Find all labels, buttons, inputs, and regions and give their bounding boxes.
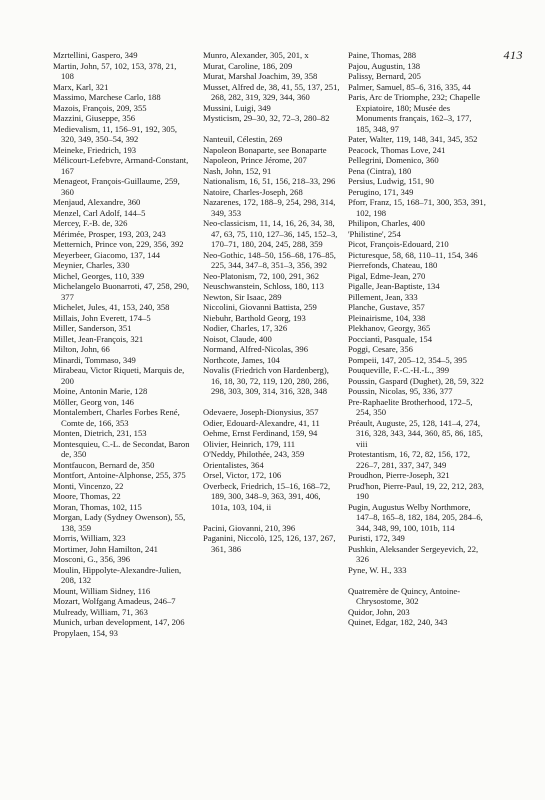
index-entry: Mercey, F.-B. de, 326: [53, 218, 128, 228]
index-entry: Pouqueville, F.-C.-H.-L., 399: [348, 365, 449, 375]
index-entry: Odevaere, Joseph-Dionysius, 357: [203, 407, 319, 417]
index-entry: Palissy, Bernard, 205: [348, 71, 421, 81]
index-entry: Peacock, Thomas Love, 241: [348, 144, 446, 155]
index-entry: Murat, Marshal Joachim, 39, 358: [203, 71, 318, 81]
index-entry: Menzel, Carl Adolf, 144–5: [53, 207, 146, 218]
index-entry: Mortimer, John Hamilton, 241: [53, 543, 158, 554]
page-number: 413: [503, 48, 523, 62]
index-entry: Michelangelo Buonarroti, 47, 258, 290, 377: [53, 281, 190, 302]
index-entry: Meyerbeer, Giacomo, 137, 144: [53, 249, 161, 260]
index-column-3: [348, 50, 486, 628]
index-entry: Menjaud, Alexandre, 360: [53, 197, 141, 207]
index-entry: Moran, Thomas, 102, 115: [53, 501, 142, 512]
index-entry: Mazois, François, 209, 355: [53, 102, 147, 113]
index-column-1: [53, 50, 191, 638]
index-entry: Pacini, Giovanni, 210, 396: [203, 522, 296, 533]
index-entry: Marx, Karl, 321: [53, 81, 109, 92]
index-entry: Novalis (Friedrich von Hardenberg), 16, 18, 30, 72, 119, 120, 280, 286, 298, 303, 309, 314, 316, 328, 348: [203, 365, 329, 396]
index-entry: Noisot, Claude, 400: [203, 333, 272, 344]
index-entry: Neo-Platonism, 72, 100, 291, 362: [203, 270, 320, 281]
index-entry: Nanteuil, Célestin, 269: [203, 134, 283, 144]
index-entry: Pocciantì, Pasquale, 154: [348, 333, 433, 344]
index-entry: Mazzini, Giuseppe, 356: [53, 113, 136, 123]
index-entry: Poussin, Nicolas, 95, 336, 377: [348, 386, 453, 396]
index-entry: Meineke, Friedrich, 193: [53, 144, 137, 155]
index-entry: Pellegrini, Domenico, 360: [348, 155, 439, 165]
index-entry: Montfort, Antoine-Alphonse, 255, 375: [53, 470, 186, 480]
letter-section-gap: [203, 397, 341, 408]
index-entry: Overbeck, Friedrich, 15–16, 168–72, 189, 300, 348–9, 363, 391, 406, 101a, 103, 104, ii: [203, 480, 331, 512]
index-entry: Niccolini, Giovanni Battista, 259: [203, 302, 317, 312]
index-entry: Neo-Gothic, 148–50, 156–68, 176–85, 225, 344, 347–8, 351–3, 356, 392: [203, 249, 336, 270]
index-entry: Mozart, Wolfgang Amadeus, 246–7: [53, 596, 176, 606]
index-entry: Metternich, Prince von, 229, 356, 392: [53, 239, 184, 249]
index-entry: Quinet, Edgar, 182, 240, 343: [348, 617, 448, 627]
index-entry: Milton, John, 66: [53, 344, 110, 354]
index-entry: Planche, Gustave, 357: [348, 302, 425, 312]
index-entry: Newton, Sir Isaac, 289: [203, 291, 282, 302]
index-entry: Normand, Alfred-Nicolas, 396: [203, 344, 309, 354]
index-entry: Musset, Alfred de, 38, 41, 55, 137, 251, 268, 282, 319, 329, 344, 360: [203, 81, 340, 102]
index-entry: Picturesque, 58, 68, 110–11, 154, 346: [348, 249, 478, 260]
index-entry: O'Neddy, Philothée, 243, 359: [203, 449, 305, 459]
index-entry: Mount, William Sidney, 116: [53, 585, 151, 596]
index-entry: Neo-classicism, 11, 14, 16, 26, 34, 38, 47, 63, 75, 110, 127–36, 145, 152–3, 170–71, 180, 204, 245, 288, 359: [203, 218, 338, 249]
index-entry: Plekhanov, Georgy, 365: [348, 323, 431, 333]
index-entry: Nash, John, 152, 91: [203, 165, 272, 176]
index-entry: Mysticism, 29–30, 32, 72–3, 280–82: [203, 113, 330, 123]
index-entry: Poussin, Gaspard (Dughet), 28, 59, 322: [348, 375, 484, 386]
index-entry: Paris, Arc de Triomphe, 232; Chapelle Expiatoire, 180; Musée des Monuments français, 162–3, 177, 185, 348, 97: [348, 92, 480, 134]
index-entry: Munich, urban development, 147, 206: [53, 617, 185, 627]
index-entry: Pompeii, 147, 205–12, 354–5, 395: [348, 354, 467, 365]
index-entry: Pigal, Edme-Jean, 270: [348, 270, 426, 281]
index-entry: Orientalistes, 364: [203, 459, 264, 470]
index-entry: Olivier, Heinrich, 179, 111: [203, 438, 296, 449]
index-entry: Montfaucon, Bernard de, 350: [53, 459, 155, 470]
index-entry: Mzrtellini, Gaspero, 349: [53, 50, 138, 60]
index-entry: Moulin, Hippolyte-Alexandre-Julien, 208, 132: [53, 564, 182, 585]
index-entry: Pigalle, Jean-Baptiste, 134: [348, 281, 440, 291]
index-entry: Préault, Auguste, 25, 128, 141–4, 274, 316, 328, 343, 344, 360, 85, 86, 185, viii: [348, 417, 483, 449]
letter-section-gap: [348, 575, 486, 586]
index-entry: Montalembert, Charles Forbes René, Comte de, 166, 353: [53, 407, 180, 428]
index-entry: Pushkin, Aleksander Sergeyevich, 22, 326: [348, 543, 479, 564]
index-entry: Persius, Ludwig, 151, 90: [348, 176, 434, 186]
index-entry: Oehme, Ernst Ferdinand, 159, 94: [203, 428, 318, 438]
index-entry: Michel, Georges, 110, 339: [53, 270, 145, 281]
index-entry: Nazarenes, 172, 188–9, 254, 298, 314, 349, 353: [203, 197, 336, 218]
index-entry: Napoleon, Prince Jérome, 207: [203, 155, 307, 165]
index-entry: Pierrefonds, Chateau, 180: [348, 260, 438, 270]
index-entry: Mosconi, G., 356, 396: [53, 554, 131, 564]
index-entry: Pyne, W. H., 333: [348, 564, 407, 575]
index-entry: Morgan, Lady (Sydney Owenson), 55, 138, 359: [53, 512, 186, 533]
index-entry: Meynier, Charles, 330: [53, 260, 130, 270]
index-entry: Mirabeau, Victor Riqueti, Marquis de, 200: [53, 365, 185, 386]
index-entry: Morris, William, 323: [53, 533, 126, 543]
index-entry: Nationalism, 16, 51, 156, 218–33, 296: [203, 176, 336, 186]
index-entry: Picot, François-Edouard, 210: [348, 239, 449, 249]
index-entry: Mussini, Luigi, 349: [203, 102, 271, 113]
index-entry: Montesquieu, C.-L. de Secondat, Baron de, 350: [53, 438, 190, 459]
index-entry: Natoire, Charles-Joseph, 268: [203, 186, 303, 197]
index-entry: Quatremère de Quincy, Antoine-Chrysostome, 302: [348, 585, 461, 606]
index-entry: Pugin, Augustus Welby Northmore, 147–8, 165–8, 182, 184, 205, 284–6, 344, 348, 99, 100, 101b, 114: [348, 501, 483, 533]
index-entry: Pleinairisme, 104, 338: [348, 312, 426, 323]
index-entry: Murat, Caroline, 186, 209: [203, 60, 293, 71]
index-entry: Proudhon, Pierre-Joseph, 321: [348, 470, 450, 480]
index-entry: Pforr, Franz, 15, 168–71, 300, 353, 391, 102, 198: [348, 197, 486, 218]
index-entry: Puristi, 172, 349: [348, 533, 405, 543]
index-entry: Northcote, James, 104: [203, 354, 280, 365]
index-entry: Moore, Thomas, 22: [53, 491, 121, 501]
index-entry: Mélicourt-Lefebvre, Armand-Constant, 167: [53, 155, 189, 176]
index-entry: Mulready, William, 71, 363: [53, 606, 148, 617]
index-entry: Monti, Vincenzo, 22: [53, 480, 124, 491]
index-entry: Pater, Walter, 119, 148, 341, 345, 352: [348, 134, 478, 144]
index-entry: Massimo, Marchese Carlo, 188: [53, 92, 161, 102]
index-entry: Paine, Thomas, 288: [348, 50, 417, 60]
index-entry: Prud'hon, Pierre-Paul, 19, 22, 212, 283, 190: [348, 480, 484, 501]
index-entry: Pajou, Augustin, 138: [348, 60, 421, 71]
index-entry: Pena (Cintra), 180: [348, 165, 412, 176]
index-entry: Palmer, Samuel, 85–6, 316, 335, 44: [348, 81, 471, 92]
index-entry: Medievalism, 11, 156–91, 192, 305, 320, 349, 350–54, 392: [53, 123, 178, 144]
index-entry: Paganini, Niccolò, 125, 126, 137, 267, 361, 386: [203, 533, 336, 554]
index-entry: Neuschwanstein, Schloss, 180, 113: [203, 281, 324, 291]
index-entry: Odier, Edouard-Alexandre, 41, 11: [203, 417, 320, 428]
index-entry: Philipon, Charles, 400: [348, 218, 425, 228]
index-entry: Niebuhr, Barthold Georg, 193: [203, 312, 306, 323]
index-entry: Perugino, 171, 349: [348, 186, 414, 197]
index-entry: Mérimée, Prosper, 193, 203, 243: [53, 228, 166, 239]
index-entry: Napoleon Bonaparte, see Bonaparte: [203, 144, 327, 155]
index-entry: Millet, Jean-François, 321: [53, 333, 144, 344]
index-entry: Michelet, Jules, 41, 153, 240, 358: [53, 302, 170, 312]
index-entry: Möller, Georg von, 146: [53, 396, 134, 407]
index-entry: Propylaen, 154, 93: [53, 627, 118, 638]
index-column-2: [203, 50, 341, 554]
index-entry: Miller, Sanderson, 351: [53, 323, 132, 333]
index-entry: Orsel, Victor, 172, 106: [203, 470, 282, 480]
letter-section-gap: [203, 124, 341, 135]
index-entry: Nodier, Charles, 17, 326: [203, 323, 288, 333]
index-entry: 'Philistine', 254: [348, 228, 401, 239]
index-entry: Moine, Antonin Marie, 128: [53, 386, 148, 396]
index-entry: Protestantism, 16, 72, 82, 156, 172, 226–7, 281, 337, 347, 349: [348, 449, 470, 470]
index-entry: Pillement, Jean, 333: [348, 291, 418, 302]
index-entry: Munro, Alexander, 305, 201, x: [203, 50, 309, 60]
index-entry: Poggi, Cesare, 356: [348, 344, 413, 354]
index-entry: Millais, John Everett, 174–5: [53, 312, 151, 323]
index-entry: Martin, John, 57, 102, 153, 378, 21, 108: [53, 60, 177, 81]
index-entry: Minardi, Tommaso, 349: [53, 354, 136, 365]
index-entry: Monten, Dietrich, 231, 153: [53, 428, 147, 438]
letter-section-gap: [203, 512, 341, 523]
index-entry: Pre-Raphaelite Brotherhood, 172–5, 254, 350: [348, 396, 473, 417]
index-entry: Quidor, John, 203: [348, 606, 410, 617]
index-entry: Menageot, François-Guillaume, 259, 360: [53, 176, 180, 197]
